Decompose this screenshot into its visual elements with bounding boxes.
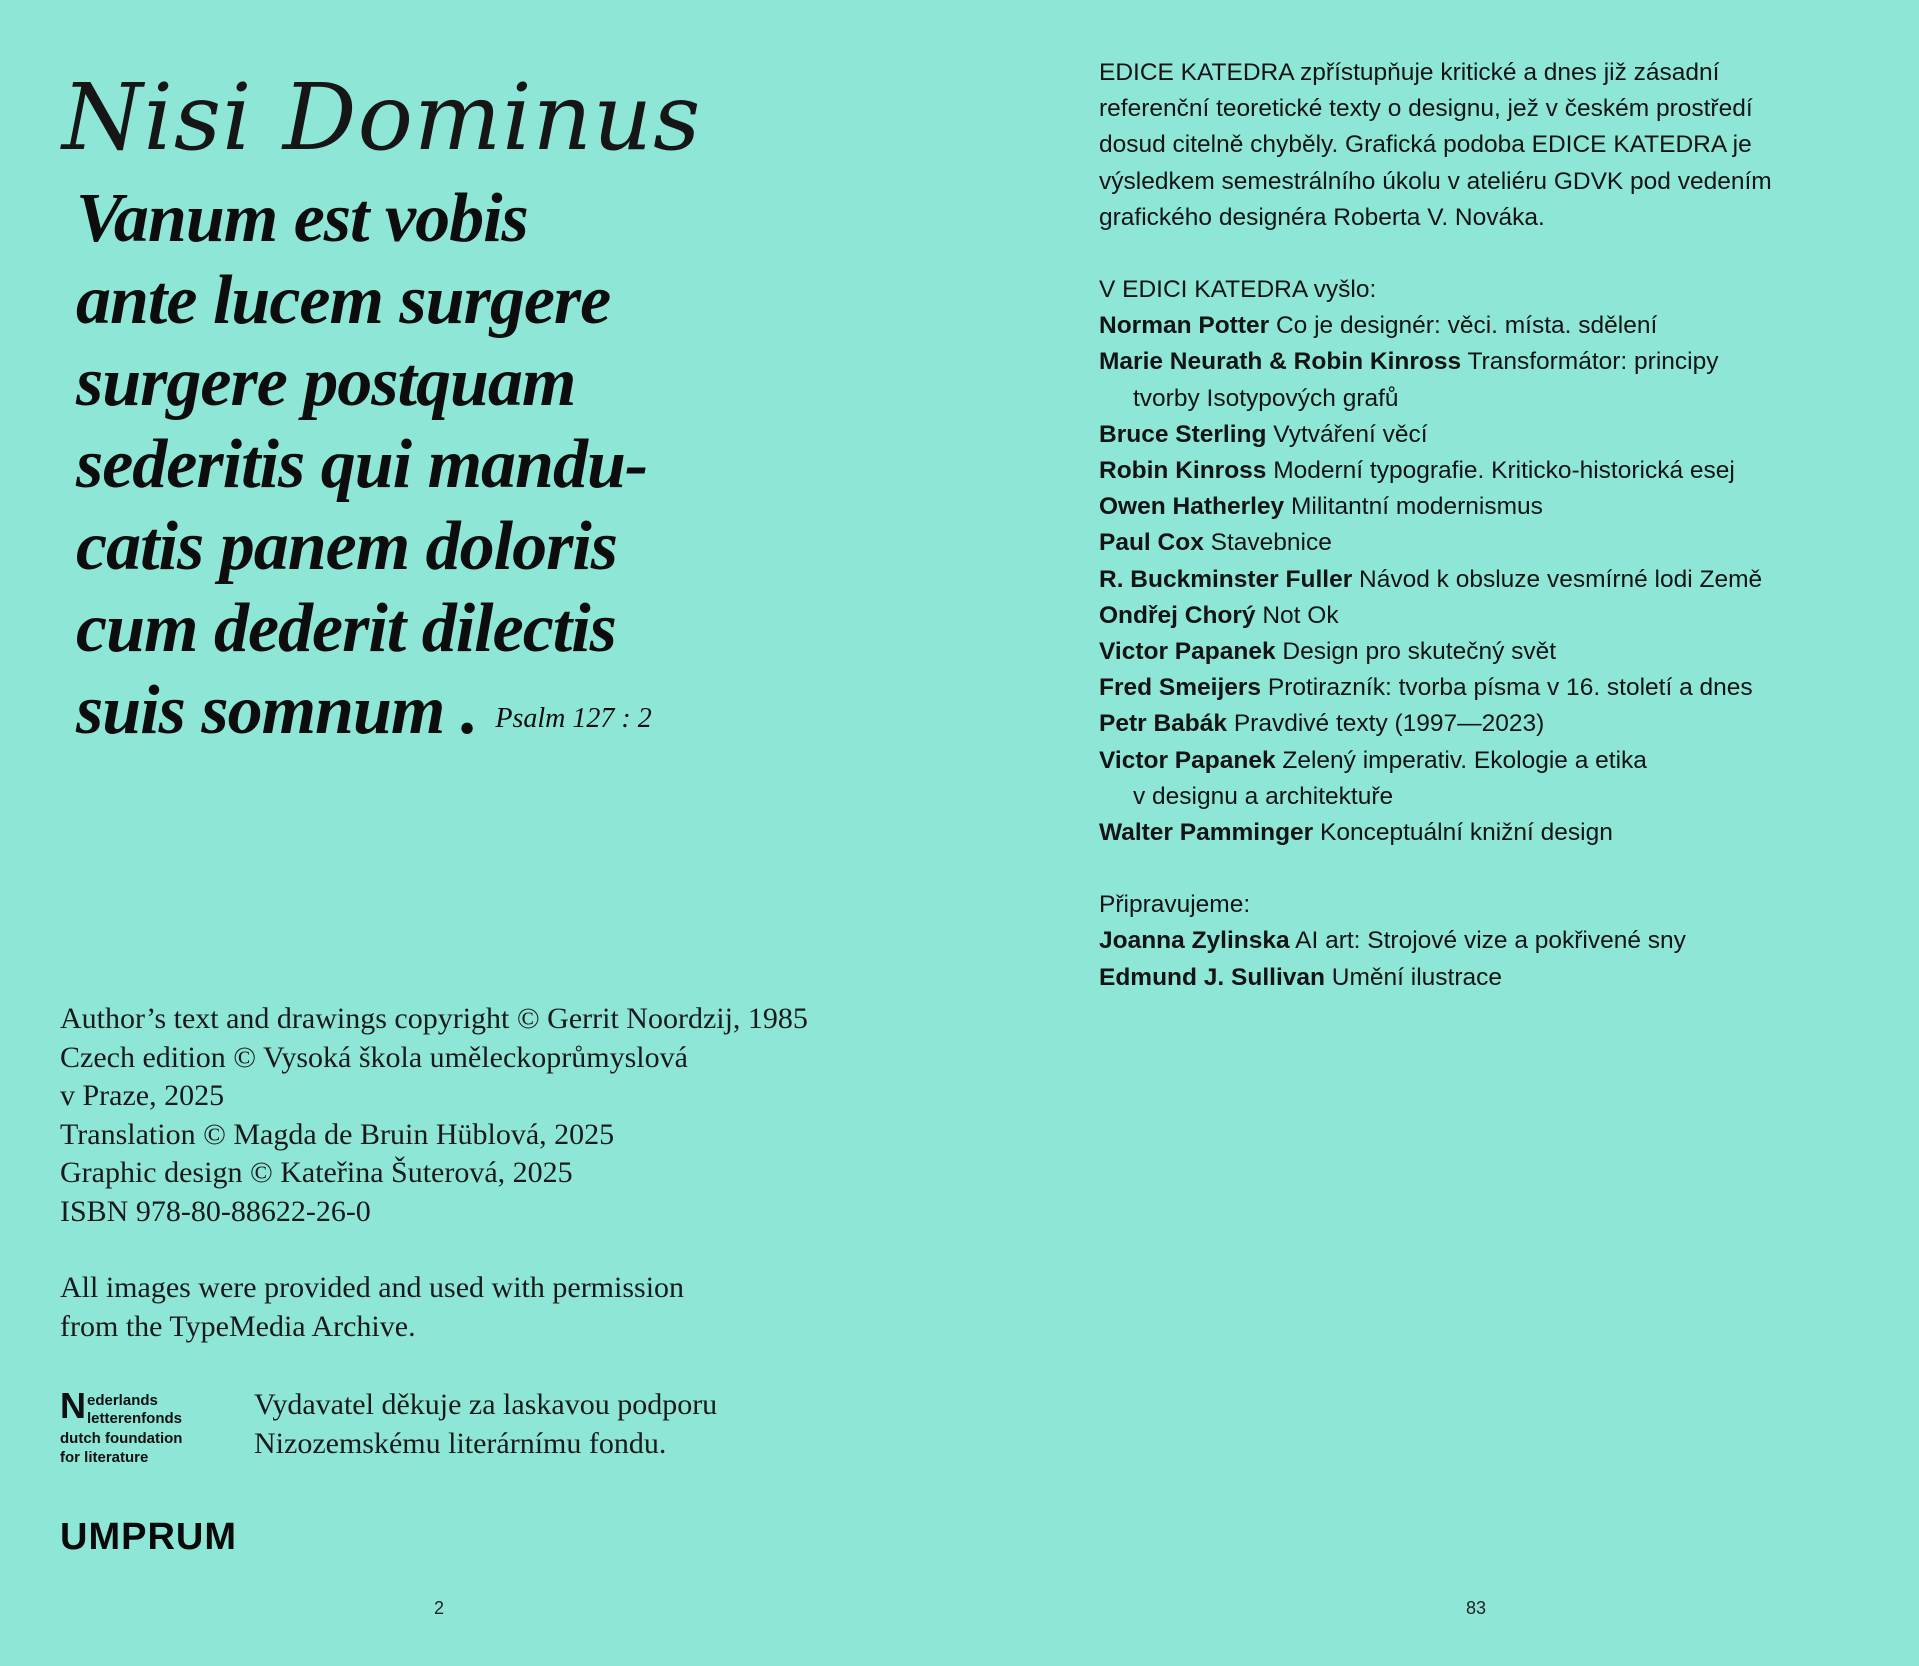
book-title: Protirazník: tvorba písma v 16. století a dnes — [1267, 674, 1753, 702]
book-author: Edmund J. Sullivan — [1099, 963, 1325, 991]
book-title: Návod k obsluze vesmírné lodi Země — [1359, 565, 1763, 593]
series-info — [1099, 55, 1879, 996]
book-entry — [1099, 525, 1879, 561]
sponsor-acknowledgement — [254, 1386, 814, 1463]
intro-line: výsledkem semestrálního úkolu v ateliéru GDVK pod vedením — [1099, 167, 1772, 195]
logo-text: for literature — [60, 1449, 149, 1466]
spacer — [1099, 236, 1879, 272]
intro-line: dosud citelně chyběly. Grafická podoba EDICE KATEDRA je — [1099, 131, 1752, 159]
book-author: R. Buckminster Fuller — [1099, 565, 1353, 593]
book-author: Victor Papanek — [1099, 746, 1276, 774]
page-number-left: 2 — [434, 1598, 445, 1618]
intro-line: grafického designéra Roberta V. Nováka. — [1099, 203, 1545, 231]
verse-line-last — [76, 670, 716, 760]
book-author: Owen Hatherley — [1099, 493, 1285, 521]
book-title: Zelený imperativ. Ekologie a etika — [1282, 746, 1647, 774]
verse-line: suis somnum . — [76, 672, 478, 749]
book-author: Norman Potter — [1099, 312, 1270, 340]
book-title: Co je designér: věci. místa. sdělení — [1275, 312, 1658, 340]
colophon-line: Translation © Magda de Bruin Hüblová, 2025 — [60, 1117, 615, 1151]
book-author: Walter Pamminger — [1099, 819, 1314, 847]
book-title: Pravdivé texty (1997—2023) — [1233, 710, 1545, 738]
book-author: Petr Babák — [1099, 710, 1228, 738]
book-title: AI art: Strojové vize a pokřivené sny — [1295, 927, 1686, 955]
sponsor-block — [60, 1386, 820, 1466]
book-entry — [1099, 598, 1879, 634]
book-title: Design pro skutečný svět — [1282, 638, 1557, 666]
book-author: Bruce Sterling — [1099, 420, 1267, 448]
book-entry — [1099, 634, 1879, 670]
permission-line: from the TypeMedia Archive. — [60, 1309, 416, 1343]
book-entry — [1099, 453, 1879, 489]
book-title: Vytváření věcí — [1273, 420, 1428, 448]
book-entry — [1099, 670, 1879, 706]
sponsor-line: Vydavatel děkuje za laskavou podporu — [254, 1388, 718, 1421]
colophon-line: Czech edition © Vysoká škola uměleckoprůmyslová — [60, 1040, 688, 1074]
isbn: ISBN 978-80-88622-26-0 — [60, 1194, 371, 1228]
book-author: Paul Cox — [1099, 529, 1204, 557]
book-title: Transformátor: principy — [1467, 348, 1719, 376]
intro-line: referenční teoretické texty o designu, jež v českém prostředí — [1099, 95, 1753, 123]
sponsor-line: Nizozemskému literárnímu fondu. — [254, 1426, 667, 1460]
book-title: Not Ok — [1262, 601, 1339, 629]
colophon-line: Graphic design © Kateřina Šuterová, 2025 — [60, 1156, 573, 1189]
book-author: Victor Papanek — [1099, 638, 1276, 666]
colophon-line: Author’s text and drawings copyright © Gerrit Noordzij, 1985 — [60, 1002, 808, 1035]
book-entry — [1099, 960, 1879, 996]
umprum-logo: UMPRUM — [60, 1516, 237, 1558]
book-author: Ondřej Chorý — [1099, 601, 1256, 629]
book-entry — [1099, 743, 1879, 815]
book-entry — [1099, 923, 1879, 959]
verse-line: ante lucem surgere — [76, 262, 611, 339]
book-entry — [1099, 815, 1879, 851]
colophon — [60, 1000, 880, 1346]
colophon-line: v Praze, 2025 — [60, 1079, 225, 1112]
verse-line: Vanum est vobis — [76, 180, 528, 257]
book-author: Robin Kinross — [1099, 457, 1267, 485]
upcoming-heading: Připravujeme: — [1099, 891, 1251, 919]
logo-text: letterenfonds — [87, 1410, 183, 1427]
book-entry — [1099, 562, 1879, 598]
published-heading: V EDICI KATEDRA vyšlo: — [1099, 276, 1377, 304]
book-title-continued: v designu a architektuře — [1133, 782, 1394, 810]
book-title: Stavebnice — [1210, 529, 1332, 557]
book-title-continued: tvorby Isotypových grafů — [1133, 384, 1399, 412]
book-entry — [1099, 417, 1879, 453]
verse-line: surgere postquam — [76, 344, 576, 421]
book-author: Marie Neurath & Robin Kinross — [1099, 348, 1462, 376]
verse-line: cum dederit dilectis — [76, 590, 616, 667]
book-author: Joanna Zylinska — [1099, 927, 1290, 955]
verse-line: sederitis qui mandu- — [76, 426, 648, 503]
logo-text: ederlands — [87, 1392, 158, 1409]
spacer — [60, 1231, 880, 1269]
upcoming-list — [1099, 923, 1879, 995]
book-entry — [1099, 344, 1879, 416]
calligraphy-title: Nisi Dominus — [62, 64, 702, 171]
letterenfonds-logo — [60, 1385, 220, 1470]
spacer — [1099, 851, 1879, 887]
book-entry — [1099, 489, 1879, 525]
page-number-right: 83 — [1466, 1598, 1487, 1618]
psalm-reference: Psalm 127 : 2 — [495, 703, 652, 734]
verse-line: catis panem doloris — [76, 508, 618, 585]
permission-line: All images were provided and used with permission — [60, 1271, 685, 1304]
book-title: Moderní typografie. Kriticko-historická esej — [1273, 457, 1735, 485]
calligraphy-verse — [76, 178, 716, 760]
logo-text: dutch foundation — [60, 1430, 183, 1447]
book-title: Umění ilustrace — [1331, 963, 1502, 991]
book-title: Militantní modernismus — [1291, 493, 1543, 521]
intro-paragraph — [1099, 55, 1879, 236]
logo-initial: N — [60, 1385, 86, 1426]
book-entry — [1099, 706, 1879, 742]
intro-line: EDICE KATEDRA zpřístupňuje kritické a dnes již zásadní — [1099, 59, 1720, 86]
book-entry — [1099, 308, 1879, 344]
book-author: Fred Smeijers — [1099, 674, 1262, 702]
published-list — [1099, 308, 1879, 851]
book-title: Konceptuální knižní design — [1320, 819, 1613, 847]
